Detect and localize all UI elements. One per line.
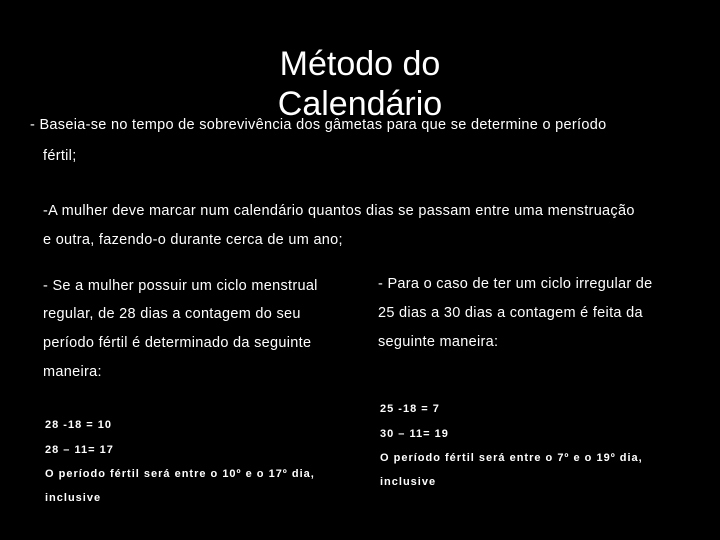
paragraph-1-line-2: fértil; <box>43 148 77 164</box>
left-calc-2: 28 – 11= 17 <box>45 444 114 456</box>
paragraph-2-line-1: -A mulher deve marcar num calendário quantos dias se passam entre uma menstruação <box>43 203 635 219</box>
left-column-line-2: regular, de 28 dias a contagem do seu <box>43 306 301 322</box>
right-column-line-3: seguinte maneira: <box>378 334 499 350</box>
paragraph-2-line-2: e outra, fazendo-o durante cerca de um ano; <box>43 232 343 248</box>
right-column-line-1: - Para o caso de ter um ciclo irregular de <box>378 276 653 292</box>
title-line-2: Calendário <box>277 85 443 123</box>
right-result-line-2: inclusive <box>380 476 437 488</box>
left-result-line-1: O período fértil será entre o 10º e o 17º dia, <box>45 468 315 480</box>
left-column-line-3: período fértil é determinado da seguinte <box>43 335 312 351</box>
left-column-line-4: maneira: <box>43 364 102 380</box>
right-column-line-2: 25 dias a 30 dias a contagem é feita da <box>378 305 643 321</box>
right-result-line-1: O período fértil será entre o 7º e o 19º dia, <box>380 452 643 464</box>
right-calc-1: 25 -18 = 7 <box>380 403 440 415</box>
right-calc-2: 30 – 11= 19 <box>380 428 449 440</box>
slide-title <box>200 44 520 124</box>
paragraph-1-line-1: - Baseia-se no tempo de sobrevivência dos gâmetas para que se determine o período <box>30 117 607 133</box>
title-line-1: Método do <box>279 45 441 83</box>
left-column-line-1: - Se a mulher possuir um ciclo menstrual <box>43 278 318 294</box>
left-result-line-2: inclusive <box>45 492 102 504</box>
left-calc-1: 28 -18 = 10 <box>45 419 112 431</box>
